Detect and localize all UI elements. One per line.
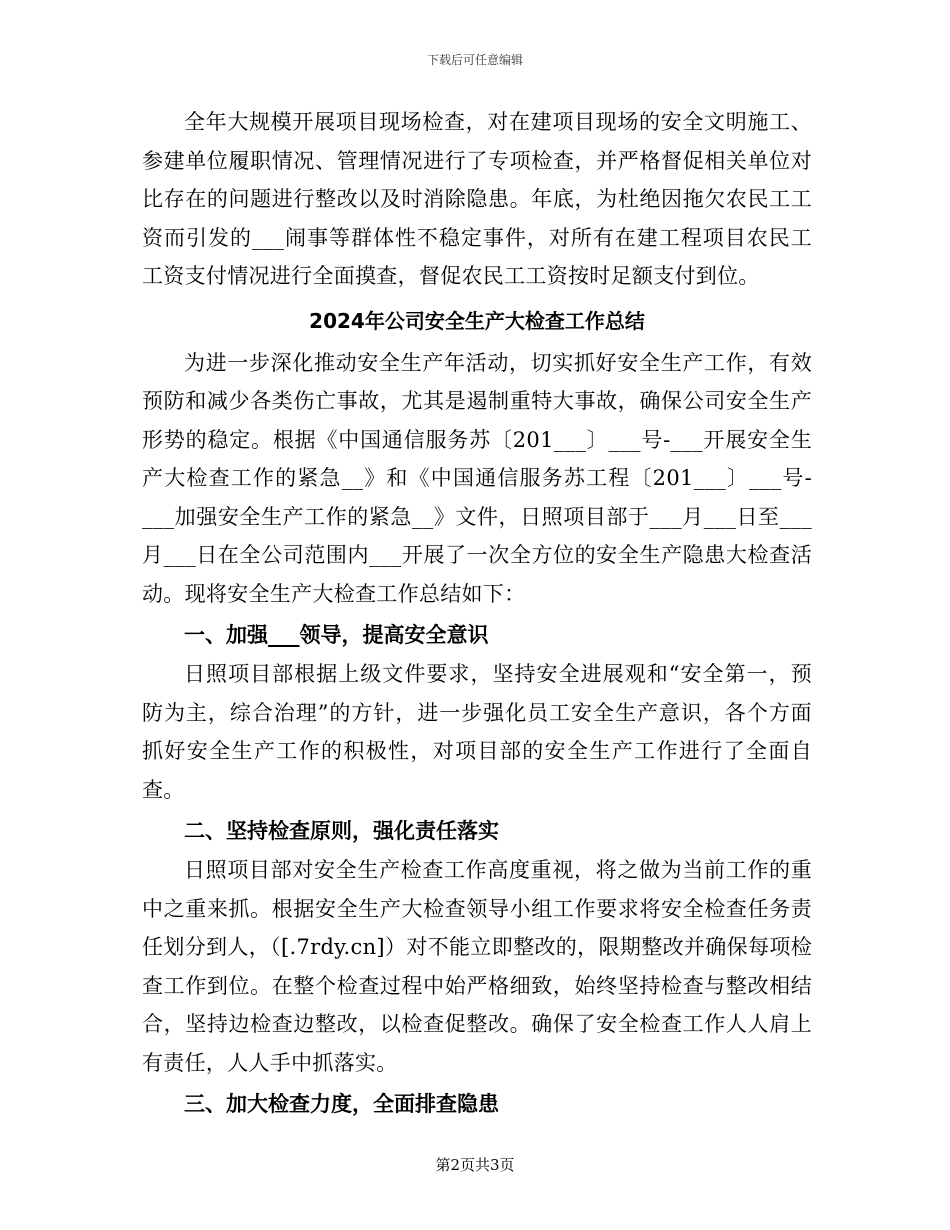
section-1-heading: 一、加强___领导，提高安全意识 <box>184 623 489 647</box>
section-2-heading: 二、坚持检查原则，强化责任落实 <box>184 819 499 843</box>
section-3-heading: 三、加大检查力度，全面排查隐患 <box>184 1092 499 1116</box>
page-number: 第2页共3页 <box>435 1156 515 1174</box>
intro-paragraph: 全年大规模开展项目现场检查，对在建项目现场的安全文明施工、参建单位履职情况、管理情况进行了专项检查，并严格督促相关单位对比存在的问题进行整改以及时消除隐患。年底，为杜绝因拖欠农民工工资而引发的___闹事等群体性不稳定事件，对所有在建工程项目农民工工资支付情况进行全面摸查，督促农民工工资按时足额支付到位。 <box>142 110 812 288</box>
document-title: 2024年公司安全生产大检查工作总结 <box>309 308 645 333</box>
document-body <box>142 103 812 1124</box>
section-2-paragraph: 日照项目部对安全生产检查工作高度重视，将之做为当前工作的重中之重来抓。根据安全生产大检查领导小组工作要求将安全检查任务责任划分到人，（[.7rdy.cn]）对不能立即整改的，限期整改并确保每项检查工作到位。在整个检查过程中始严格细致，始终坚持检查与整改相结合，坚持边检查边整改，以检查促整改。确保了安全检查工作人人肩上有责任，人人手中抓落实。 <box>142 858 812 1075</box>
page-header: 下载后可任意编辑 <box>426 53 523 67</box>
opening-paragraph: 为进一步深化推动安全生产年活动，切实抓好安全生产工作，有效预防和减少各类伤亡事故，尤其是遏制重特大事故，确保公司安全生产形势的稳定。根据《中国通信服务苏〔201___〕___号-___开展安全生产大检查工作的紧急__》和《中国通信服务苏工程〔201___〕___号-___加强安全生产工作的紧急__》文件，日照项目部于___月___日至___月___日在全公司范围内___开展了一次全方位的安全生产隐患大检查活动。现将安全生产大检查工作总结如下： <box>142 350 812 606</box>
section-1-paragraph: 日照项目部根据上级文件要求，坚持安全进展观和“安全第一，预防为主，综合治理”的方针，进一步强化员工安全生产意识，各个方面抓好安全生产工作的积极性，对项目部的安全生产工作进行了全面自查。 <box>142 662 812 802</box>
